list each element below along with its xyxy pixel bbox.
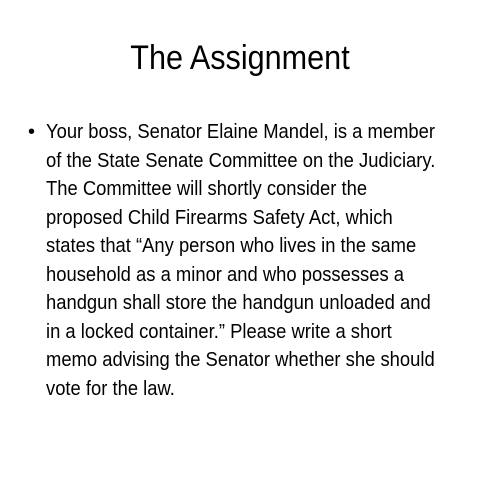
bullet-line: Your boss, Senator Elaine Mandel, is a member xyxy=(46,121,436,143)
bullet-marker: • xyxy=(28,121,36,143)
bullet-list xyxy=(28,118,458,403)
bullet-line: proposed Child Firearms Safety Act, which xyxy=(46,206,393,229)
bullet-line: states that “Any person who lives in the same xyxy=(46,235,417,257)
slide-title: The Assignment xyxy=(130,39,350,77)
bullet-line: memo advising the Senator whether she should xyxy=(46,349,435,371)
bullet-item xyxy=(28,118,458,403)
bullet-text xyxy=(46,118,460,403)
bullet-line: of the State Senate Committee on the Judiciary. xyxy=(46,149,436,172)
bullet-line: handgun shall store the handgun unloaded and xyxy=(46,292,431,314)
bullet-line: The Committee will shortly consider the xyxy=(46,178,368,200)
bullet-line: in a locked container.” Please write a short xyxy=(46,320,392,343)
bullet-line: vote for the law. xyxy=(46,377,175,400)
bullet-line: household as a minor and who possesses a xyxy=(46,263,405,286)
